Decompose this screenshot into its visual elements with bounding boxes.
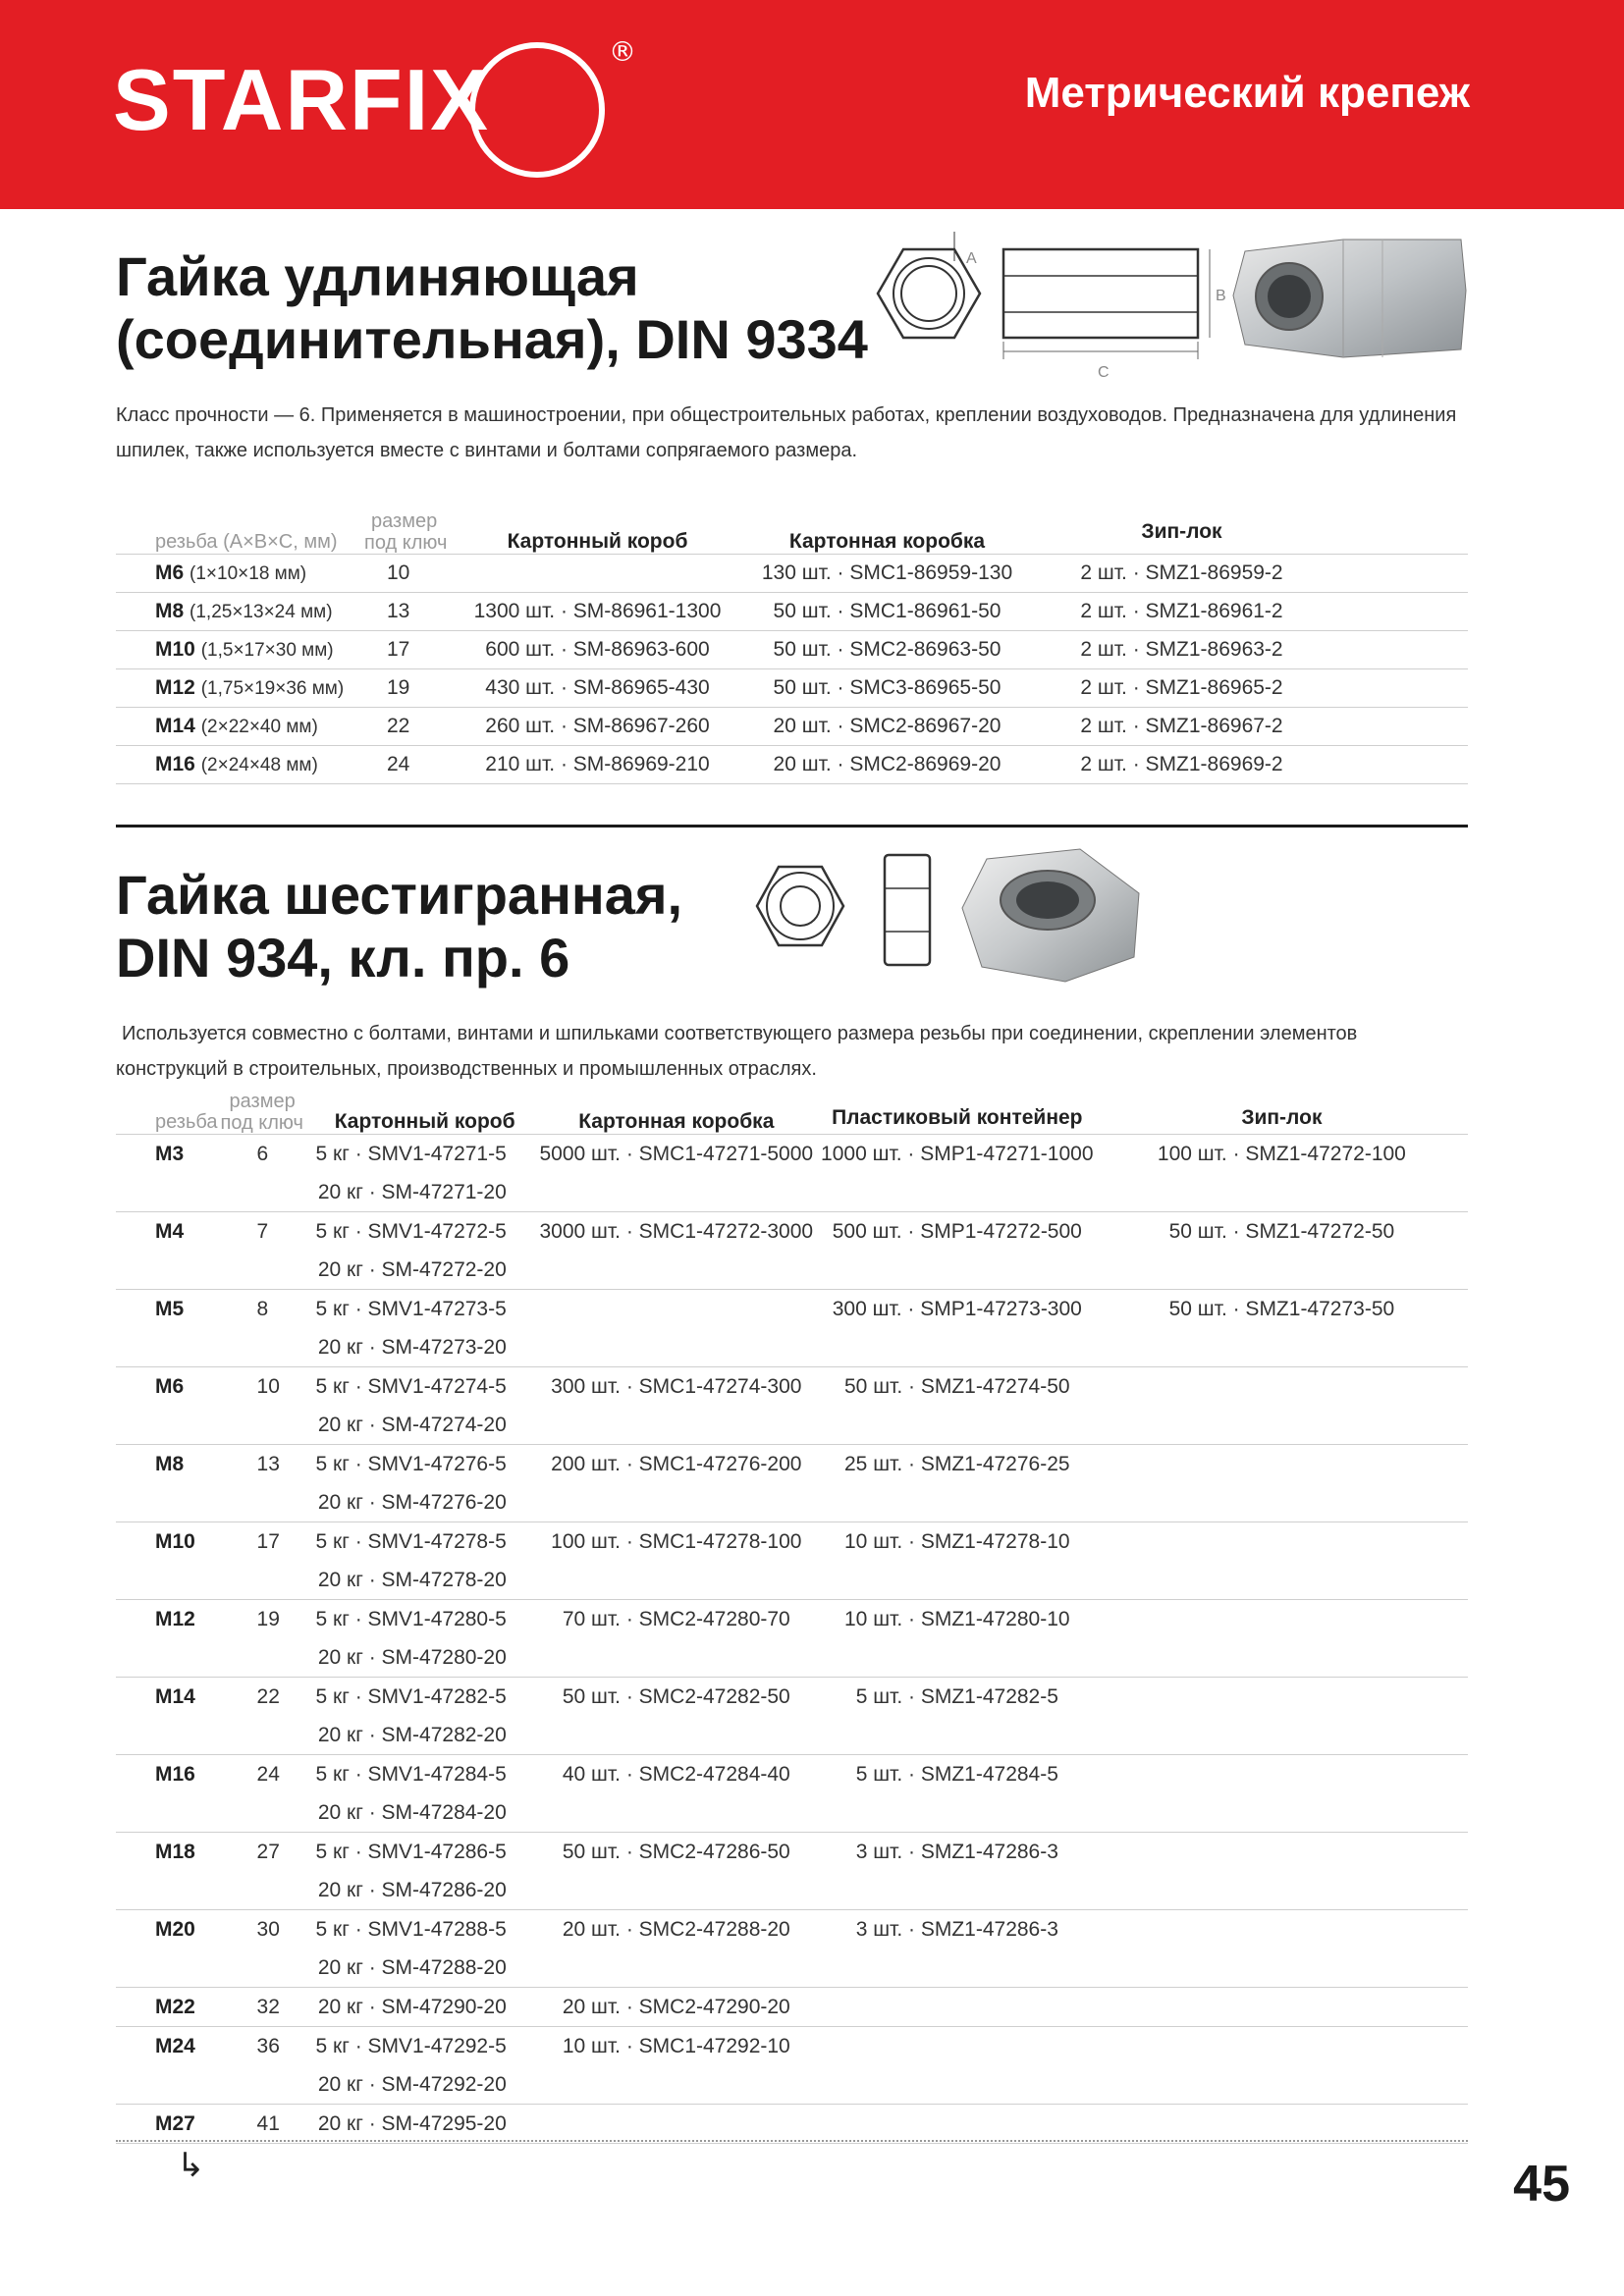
thread-cell: [116, 1251, 218, 1290]
box-cell: 20 кг · SM-47278-20: [316, 1561, 534, 1600]
ziplock-cell: [1096, 1406, 1468, 1445]
plastic-cell: 10 шт. · SMZ1-47278-10: [844, 1529, 1070, 1553]
dim-label-c: C: [1098, 364, 1110, 381]
box-cell: 260 шт. · SM-86967-260: [458, 708, 737, 746]
hex-nut-photo: [962, 849, 1139, 982]
table-header-row: [116, 1085, 1468, 1135]
key-size-cell: 17: [350, 631, 458, 669]
thread-cell: M27: [116, 2105, 218, 2144]
carton-cell: 200 шт. · SMC1-47276-200: [551, 1452, 802, 1475]
table-row: [116, 1367, 1468, 1407]
box-cell: 210 шт. · SM-86969-210: [458, 746, 737, 784]
thread-cell: [116, 1483, 218, 1522]
table-row: [116, 1135, 1468, 1174]
carton-cell: 70 шт. · SMC2-47280-70: [562, 1607, 790, 1630]
plastic-cell: 50 шт. · SMZ1-47274-50: [844, 1374, 1070, 1398]
extension-nut-table: [116, 503, 1468, 784]
table-row: [116, 631, 1468, 669]
ziplock-cell: [1096, 1483, 1468, 1522]
thread-cell: [116, 1561, 218, 1600]
table-row: [116, 2027, 1468, 2066]
ziplock-cell: 2 шт. · SMZ1-86967-2: [1037, 708, 1326, 746]
table-row-continuation: [116, 1251, 1468, 1290]
key-size-cell: 19: [350, 669, 458, 708]
header-banner: [0, 0, 1624, 209]
key-size-cell: 24: [256, 1762, 280, 1786]
header-ziplock: Зип-лок: [1096, 1085, 1468, 1135]
key-size-cell: [218, 2065, 316, 2105]
thread-dims: (1×10×18 мм): [189, 563, 307, 584]
box-cell: 5 кг · SMV1-47276-5: [315, 1452, 507, 1475]
thread-cell: [116, 1716, 218, 1755]
extension-nut-drawings: [852, 232, 1490, 389]
key-size-cell: 10: [350, 555, 458, 593]
extension-nut-side-view-icon: [1003, 249, 1210, 359]
table-row: [116, 1445, 1468, 1484]
thread-cell: M18: [155, 1840, 195, 1863]
thread-cell: [116, 1871, 218, 1910]
thread-dims: (2×22×40 мм): [200, 717, 318, 737]
box-cell: 20 кг · SM-47288-20: [316, 1949, 534, 1988]
box-cell: 20 кг · SM-47292-20: [316, 2065, 534, 2105]
table-row: [116, 708, 1468, 746]
extension-nut-table-body: [116, 555, 1468, 784]
thread-cell: M22: [116, 1988, 218, 2027]
ziplock-cell: [1096, 1833, 1468, 1872]
ziplock-cell: [1096, 1755, 1468, 1794]
plastic-cell: [819, 1716, 1096, 1755]
box-cell: 20 кг · SM-47284-20: [316, 1793, 534, 1833]
carton-cell: 300 шт. · SMC1-47274-300: [551, 1374, 802, 1398]
page-number: 45: [1513, 2156, 1570, 2213]
thread-size: M12: [155, 676, 195, 699]
table-row: [116, 1522, 1468, 1562]
header-box: Картонный короб: [458, 503, 737, 555]
ziplock-cell: [1096, 1173, 1468, 1212]
box-cell: 20 кг · SM-47274-20: [316, 1406, 534, 1445]
thread-cell: M20: [155, 1917, 195, 1941]
box-cell: 5 кг · SMV1-47278-5: [315, 1529, 507, 1553]
ziplock-cell: [1096, 1910, 1468, 1949]
key-size-cell: [218, 1793, 316, 1833]
box-cell: 20 кг · SM-47290-20: [316, 1988, 534, 2027]
ziplock-cell: [1096, 1445, 1468, 1484]
box-cell: 600 шт. · SM-86963-600: [458, 631, 737, 669]
table-row-continuation: [116, 1483, 1468, 1522]
key-size-cell: [218, 1949, 316, 1988]
thread-cell: [116, 1328, 218, 1367]
key-size-cell: 36: [256, 2034, 280, 2057]
table-row: [116, 1600, 1468, 1639]
registered-mark: ®: [609, 35, 636, 68]
table-row: [116, 1212, 1468, 1252]
table-row: [116, 1678, 1468, 1717]
table-row: [116, 1833, 1468, 1872]
carton-cell: 10 шт. · SMC1-47292-10: [562, 2034, 790, 2057]
box-cell: 5 кг · SMV1-47292-5: [315, 2034, 507, 2057]
ziplock-cell: [1096, 1328, 1468, 1367]
key-size-cell: 8: [256, 1297, 269, 1320]
thread-dims: (1,75×19×36 мм): [200, 678, 345, 699]
table-row-continuation: [116, 1638, 1468, 1678]
ziplock-cell: 2 шт. · SMZ1-86965-2: [1037, 669, 1326, 708]
carton-cell: 20 шт. · SMC2-47290-20: [534, 1988, 819, 2027]
box-cell: 20 кг · SM-47280-20: [316, 1638, 534, 1678]
extension-nut-photo: [1233, 240, 1466, 357]
box-cell: 5 кг · SMV1-47271-5: [315, 1142, 507, 1165]
box-cell: 5 кг · SMV1-47273-5: [315, 1297, 507, 1320]
ziplock-cell: [1096, 1949, 1468, 1988]
box-cell: 20 кг · SM-47272-20: [316, 1251, 534, 1290]
key-size-cell: 6: [256, 1142, 269, 1165]
plastic-cell: [819, 1871, 1096, 1910]
table-row-continuation: [116, 1871, 1468, 1910]
carton-cell: [534, 1328, 819, 1367]
category-title: Метрический крепеж: [1024, 69, 1470, 117]
ziplock-cell: 100 шт. · SMZ1-47272-100: [1157, 1142, 1406, 1165]
hex-nut-table: [116, 1085, 1468, 2144]
section1-description-line1: Класс прочности — 6. Применяется в машиностроении, при общестроительных работах, креплении воздуховодов. Предназначена для удлинения: [116, 404, 1457, 426]
plastic-cell: [819, 1251, 1096, 1290]
key-size-cell: [218, 1406, 316, 1445]
thread-cell: M3: [155, 1142, 185, 1165]
carton-cell: [534, 1561, 819, 1600]
key-size-cell: [218, 1328, 316, 1367]
box-cell: 20 кг · SM-47286-20: [316, 1871, 534, 1910]
thread-cell: M14: [155, 1684, 195, 1708]
spacer-cell: [1326, 631, 1468, 669]
thread-cell: M12: [155, 1607, 195, 1630]
key-size-cell: 24: [350, 746, 458, 784]
spacer-cell: [1326, 746, 1468, 784]
table-row-continuation: [116, 1328, 1468, 1367]
thread-dims: (1,5×17×30 мм): [200, 640, 334, 661]
section1-description: [116, 398, 1490, 468]
thread-cell: M10: [155, 1529, 195, 1553]
table-row-continuation: [116, 1793, 1468, 1833]
dim-label-b: B: [1216, 288, 1226, 304]
bottom-dotted-divider: [116, 2140, 1468, 2142]
key-size-cell: 10: [256, 1374, 280, 1398]
hex-front-view-icon: [878, 232, 980, 338]
key-size-cell: 7: [256, 1219, 269, 1243]
plastic-cell: [819, 1561, 1096, 1600]
section2-description-line2: конструкций в строительных, производственных и промышленных отраслях.: [116, 1058, 817, 1080]
header-carton: Картонная коробка: [737, 503, 1037, 555]
key-size-cell: 41: [218, 2105, 316, 2144]
spacer-cell: [1326, 669, 1468, 708]
ziplock-cell: [1096, 1638, 1468, 1678]
thread-cell: M6: [155, 1374, 185, 1398]
thread-cell: M5: [155, 1297, 185, 1320]
hex-nut-front-view-icon: [757, 867, 843, 945]
carton-cell: [534, 1483, 819, 1522]
ziplock-cell: [1096, 1367, 1468, 1407]
section2-title-line1: Гайка шестигранная,: [116, 864, 683, 926]
box-cell: 5 кг · SMV1-47280-5: [315, 1607, 507, 1630]
table-row: [116, 1910, 1468, 1949]
key-size-cell: 27: [256, 1840, 280, 1863]
carton-cell: 50 шт. · SMC2-86963-50: [737, 631, 1037, 669]
key-size-cell: [218, 1561, 316, 1600]
spacer-cell: [1326, 708, 1468, 746]
ziplock-cell: [1096, 1988, 1468, 2027]
carton-cell: 20 шт. · SMC2-47288-20: [562, 1917, 790, 1941]
plastic-cell: 10 шт. · SMZ1-47280-10: [844, 1607, 1070, 1630]
plastic-cell: 5 шт. · SMZ1-47284-5: [855, 1762, 1058, 1786]
ziplock-cell: [1096, 1793, 1468, 1833]
thread-size: M6: [155, 561, 185, 584]
carton-cell: 50 шт. · SMC3-86965-50: [737, 669, 1037, 708]
header-thread: резьба: [116, 1085, 218, 1135]
key-size-cell: 22: [350, 708, 458, 746]
box-cell: 20 кг · SM-47271-20: [316, 1173, 534, 1212]
ziplock-cell: [1096, 2065, 1468, 2105]
ziplock-cell: 2 шт. · SMZ1-86969-2: [1037, 746, 1326, 784]
box-cell: 5 кг · SMV1-47286-5: [315, 1840, 507, 1863]
plastic-cell: 500 шт. · SMP1-47272-500: [832, 1219, 1082, 1243]
ziplock-cell: [1096, 1678, 1468, 1717]
thread-cell: [116, 1406, 218, 1445]
thread-cell: [116, 1949, 218, 1988]
plastic-cell: [819, 1173, 1096, 1212]
arrow-turn-right-icon: ↳: [177, 2147, 205, 2184]
hex-nut-drawings: [741, 839, 1154, 991]
thread-cell: [116, 2065, 218, 2105]
carton-cell: 3000 шт. · SMC1-47272-3000: [539, 1219, 814, 1243]
key-size-cell: 19: [256, 1607, 280, 1630]
hex-nut-table-body: [116, 1135, 1468, 2144]
key-size-cell: [218, 1251, 316, 1290]
ziplock-cell: [1096, 1251, 1468, 1290]
table-row-continuation: [116, 2065, 1468, 2105]
section2-title: [116, 864, 682, 989]
carton-cell: 130 шт. · SMC1-86959-130: [737, 555, 1037, 593]
thread-cell: [116, 1793, 218, 1833]
box-cell: 5 кг · SMV1-47274-5: [315, 1374, 507, 1398]
table-row-continuation: [116, 1173, 1468, 1212]
header-key-size: размер под ключ: [350, 503, 458, 555]
header-key-size: размер под ключ: [218, 1085, 316, 1135]
carton-cell: [534, 1638, 819, 1678]
thread-cell: [116, 593, 350, 631]
ziplock-cell: [1096, 1871, 1468, 1910]
spacer-cell: [1326, 593, 1468, 631]
section1-description-line2: шпилек, также используется вместе с винтами и болтами сопрягаемого размера.: [116, 440, 858, 461]
carton-cell: [534, 1949, 819, 1988]
carton-cell: 40 шт. · SMC2-47284-40: [562, 1762, 790, 1786]
key-size-cell: 13: [256, 1452, 280, 1475]
carton-cell: 5000 шт. · SMC1-47271-5000: [539, 1142, 814, 1165]
thread-dims: (1,25×13×24 мм): [189, 602, 333, 622]
key-size-cell: [218, 1173, 316, 1212]
plastic-cell: 300 шт. · SMP1-47273-300: [832, 1297, 1082, 1320]
thread-cell: [116, 555, 350, 593]
carton-cell: [534, 1173, 819, 1212]
key-size-cell: 13: [350, 593, 458, 631]
ziplock-cell: 2 шт. · SMZ1-86959-2: [1037, 555, 1326, 593]
thread-cell: M24: [155, 2034, 195, 2057]
table-header-row: [116, 503, 1468, 555]
box-cell: 20 кг · SM-47295-20: [316, 2105, 534, 2144]
table-row: [116, 1988, 1468, 2027]
ziplock-cell: [1096, 1600, 1468, 1639]
plastic-cell: 25 шт. · SMZ1-47276-25: [844, 1452, 1070, 1475]
table-row: [116, 555, 1468, 593]
key-size-cell: [218, 1638, 316, 1678]
box-cell: 5 кг · SMV1-47284-5: [315, 1762, 507, 1786]
plastic-cell: [819, 2027, 1096, 2066]
thread-cell: M8: [155, 1452, 185, 1475]
spacer-cell: [1326, 555, 1468, 593]
carton-cell: [534, 1793, 819, 1833]
box-cell: 5 кг · SMV1-47288-5: [315, 1917, 507, 1941]
key-size-cell: 22: [256, 1684, 280, 1708]
ziplock-cell: [1096, 1561, 1468, 1600]
ziplock-cell: [1096, 1522, 1468, 1562]
carton-cell: 50 шт. · SMC2-47282-50: [562, 1684, 790, 1708]
carton-cell: [534, 2065, 819, 2105]
plastic-cell: 1000 шт. · SMP1-47271-1000: [821, 1142, 1094, 1165]
thread-cell: [116, 1173, 218, 1212]
carton-cell: 50 шт. · SMC2-47286-50: [562, 1840, 790, 1863]
section2-title-line2: DIN 934, кл. пр. 6: [116, 927, 570, 988]
starfix-logo: [113, 35, 663, 187]
table-row: [116, 1755, 1468, 1794]
table-row: [116, 746, 1468, 784]
ziplock-cell: 2 шт. · SMZ1-86961-2: [1037, 593, 1326, 631]
box-cell: 20 кг · SM-47282-20: [316, 1716, 534, 1755]
carton-cell: [534, 2105, 819, 2144]
thread-size: M14: [155, 715, 195, 737]
key-size-cell: [218, 1716, 316, 1755]
thread-size: M16: [155, 753, 195, 775]
plastic-cell: [819, 1638, 1096, 1678]
plastic-cell: [819, 1793, 1096, 1833]
key-size-cell: [218, 1871, 316, 1910]
section-divider: [116, 825, 1468, 828]
plastic-cell: [819, 2065, 1096, 2105]
box-cell: 5 кг · SMV1-47272-5: [315, 1219, 507, 1243]
brand-name: STARFIX: [113, 51, 490, 148]
section1-title-line1: Гайка удлиняющая: [116, 245, 639, 307]
carton-cell: 20 шт. · SMC2-86967-20: [737, 708, 1037, 746]
box-cell: 20 кг · SM-47276-20: [316, 1483, 534, 1522]
plastic-cell: [819, 1988, 1096, 2027]
table-row: [116, 2105, 1468, 2144]
carton-cell: 50 шт. · SMC1-86961-50: [737, 593, 1037, 631]
plastic-cell: 3 шт. · SMZ1-47286-3: [855, 1840, 1058, 1863]
carton-cell: 20 шт. · SMC2-86969-20: [737, 746, 1037, 784]
thread-cell: M16: [155, 1762, 195, 1786]
section2-description: [116, 1016, 1490, 1087]
box-cell: 430 шт. · SM-86965-430: [458, 669, 737, 708]
box-cell: 5 кг · SMV1-47282-5: [315, 1684, 507, 1708]
plastic-cell: [819, 1949, 1096, 1988]
thread-cell: [116, 746, 350, 784]
box-cell: [458, 555, 737, 593]
plastic-cell: [819, 1328, 1096, 1367]
header-plastic: Пластиковый контейнер: [819, 1085, 1096, 1135]
box-cell: 20 кг · SM-47273-20: [316, 1328, 534, 1367]
carton-cell: [534, 1251, 819, 1290]
thread-size: M8: [155, 600, 185, 622]
ziplock-cell: 50 шт. · SMZ1-47273-50: [1168, 1297, 1395, 1320]
table-row-continuation: [116, 1561, 1468, 1600]
hex-nut-side-view-icon: [885, 855, 930, 965]
ziplock-cell: [1096, 2027, 1468, 2066]
plastic-cell: 5 шт. · SMZ1-47282-5: [855, 1684, 1058, 1708]
header-thread: резьба (A×B×C, мм): [116, 503, 350, 555]
thread-cell: [116, 631, 350, 669]
section1-title: [116, 245, 868, 371]
plastic-cell: [819, 1483, 1096, 1522]
table-row-continuation: [116, 1406, 1468, 1445]
key-size-cell: [218, 1483, 316, 1522]
section1-title-line2: (соединительная), DIN 9334: [116, 308, 868, 370]
ziplock-cell: 2 шт. · SMZ1-86963-2: [1037, 631, 1326, 669]
header-box: Картонный короб: [316, 1085, 534, 1135]
thread-cell: [116, 708, 350, 746]
box-cell: 1300 шт. · SM-86961-1300: [458, 593, 737, 631]
key-size-cell: 30: [256, 1917, 280, 1941]
header-ziplock: Зип-лок: [1037, 503, 1326, 555]
dim-label-a: A: [966, 250, 977, 267]
thread-dims: (2×24×48 мм): [200, 755, 318, 775]
carton-cell: [534, 1716, 819, 1755]
header-carton: Картонная коробка: [534, 1085, 819, 1135]
carton-cell: [534, 1290, 819, 1329]
thread-cell: [116, 669, 350, 708]
ziplock-cell: 50 шт. · SMZ1-47272-50: [1168, 1219, 1395, 1243]
key-size-cell: 17: [256, 1529, 280, 1553]
thread-cell: M4: [155, 1219, 185, 1243]
ziplock-cell: [1096, 1716, 1468, 1755]
carton-cell: 100 шт. · SMC1-47278-100: [551, 1529, 802, 1553]
plastic-cell: 3 шт. · SMZ1-47286-3: [855, 1917, 1058, 1941]
table-row-continuation: [116, 1716, 1468, 1755]
table-row-continuation: [116, 1949, 1468, 1988]
table-row: [116, 1290, 1468, 1329]
ziplock-cell: [1096, 2105, 1468, 2144]
carton-cell: [534, 1406, 819, 1445]
thread-size: M10: [155, 638, 195, 661]
carton-cell: [534, 1871, 819, 1910]
section2-description-line1: Используется совместно с болтами, винтами и шпильками соответствующего размера резьбы при соединении, скреплении элементов: [122, 1023, 1358, 1044]
table-row: [116, 593, 1468, 631]
key-size-cell: 32: [218, 1988, 316, 2027]
table-row: [116, 669, 1468, 708]
plastic-cell: [819, 2105, 1096, 2144]
plastic-cell: [819, 1406, 1096, 1445]
thread-cell: [116, 1638, 218, 1678]
